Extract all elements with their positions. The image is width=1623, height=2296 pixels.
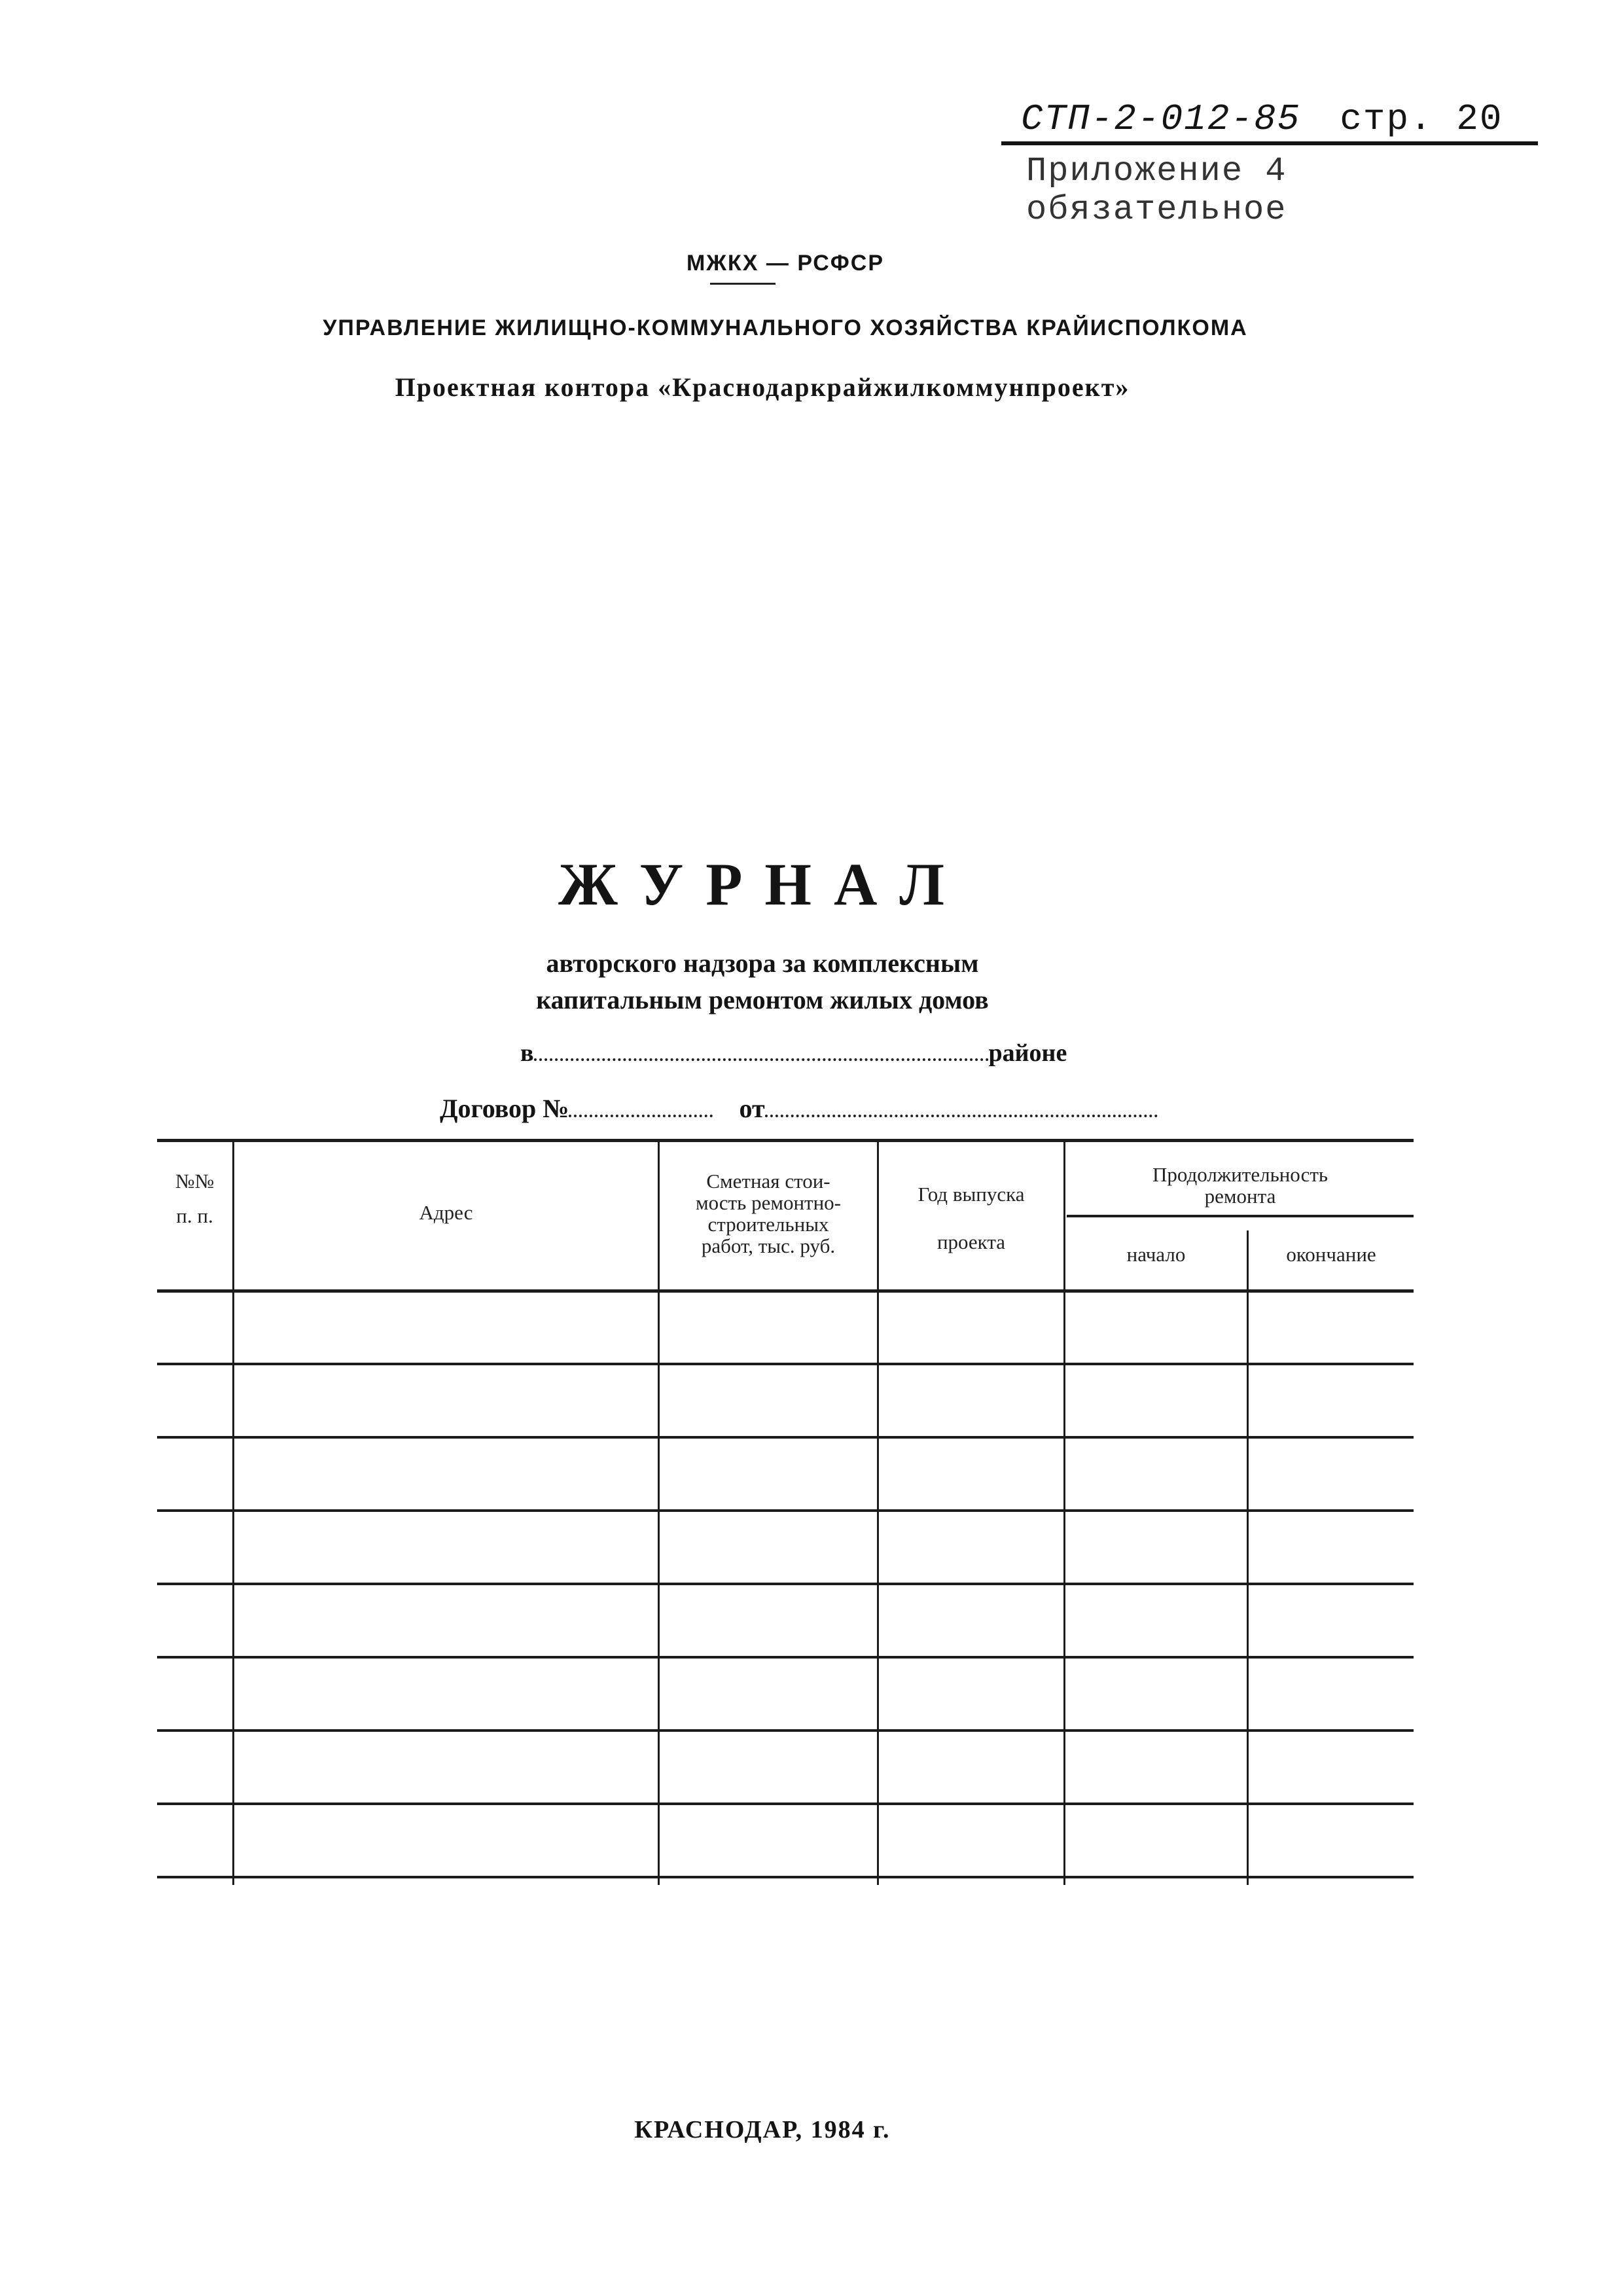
supervision-table: [157, 1139, 1414, 1885]
header-start: начало: [1126, 1243, 1186, 1266]
table-row-rule: [157, 1583, 1414, 1585]
duration-subheader-rule: [1067, 1215, 1414, 1217]
header-year-line-2: проекта: [936, 1230, 1006, 1253]
header-cost-line-4: работ, тыс. руб.: [701, 1234, 836, 1257]
header-end: окончание: [1286, 1243, 1376, 1266]
contract-label: Договор №: [440, 1094, 569, 1123]
header-year-line-1: Год выпуска: [918, 1183, 1025, 1206]
department-name: УПРАВЛЕНИЕ ЖИЛИЩНО-КОММУНАЛЬНОГО ХОЗЯЙСТВА КРАЙИСПОЛКОМА: [323, 315, 1248, 340]
page-number: стр. 20: [1340, 98, 1503, 140]
document-code-header: [1021, 98, 1544, 140]
table-top-border: [157, 1139, 1414, 1142]
contract-field: [440, 1093, 1158, 1124]
appendix-note: Приложение 4 обязательное: [1026, 152, 1287, 229]
header-duration-line-1: Продолжительность: [1152, 1163, 1329, 1186]
header-duration-line-2: ремонта: [1204, 1185, 1276, 1208]
journal-title: ЖУРНАЛ: [558, 851, 967, 918]
header-repair-duration: [1067, 1164, 1414, 1207]
contract-number-blank[interactable]: [569, 1095, 713, 1117]
document-code: СТП-2-012-85: [1021, 98, 1301, 140]
contract-date-blank[interactable]: [765, 1095, 1158, 1117]
table-row-rule: [157, 1729, 1414, 1732]
table-row-rule: [157, 1876, 1414, 1878]
header-project-year: [879, 1183, 1063, 1253]
header-row-number-line-1: №№: [175, 1170, 215, 1193]
header-address: Адрес: [419, 1201, 473, 1224]
design-office-name: Проектная контора «Краснодаркрайжилкоммунпроект»: [395, 372, 1130, 402]
contract-date-label: от: [739, 1094, 765, 1123]
header-cost-line-3: строительных: [707, 1213, 829, 1236]
ministry-underline: [710, 283, 776, 285]
ministry-name: МЖКХ — РСФСР: [686, 251, 884, 276]
header-rule: [1001, 141, 1538, 145]
header-cost-line-2: мость ремонтно-: [695, 1191, 841, 1214]
table-row-rule: [157, 1803, 1414, 1805]
header-row-number: [157, 1170, 232, 1227]
district-prefix: в: [520, 1039, 534, 1067]
table-row-rule: [157, 1363, 1414, 1365]
district-blank[interactable]: [534, 1039, 989, 1061]
header-cost-line-1: Сметная стои-: [706, 1170, 830, 1193]
district-field: [520, 1039, 1067, 1067]
column-divider-5: [1247, 1230, 1249, 1885]
table-row-rule: [157, 1509, 1414, 1512]
table-row-rule: [157, 1656, 1414, 1659]
place-and-year: КРАСНОДАР, 1984 г.: [634, 2116, 891, 2144]
column-divider-1: [232, 1139, 234, 1885]
journal-subtitle-line-1: авторского надзора за комплексным: [546, 948, 979, 978]
header-row-number-line-2: п. п.: [176, 1204, 213, 1227]
header-estimated-cost: [660, 1170, 877, 1257]
table-row-rule: [157, 1436, 1414, 1439]
journal-subtitle-line-2: капитальным ремонтом жилых домов: [536, 985, 989, 1014]
district-suffix: районе: [988, 1039, 1067, 1067]
table-header-bottom-border: [157, 1289, 1414, 1293]
